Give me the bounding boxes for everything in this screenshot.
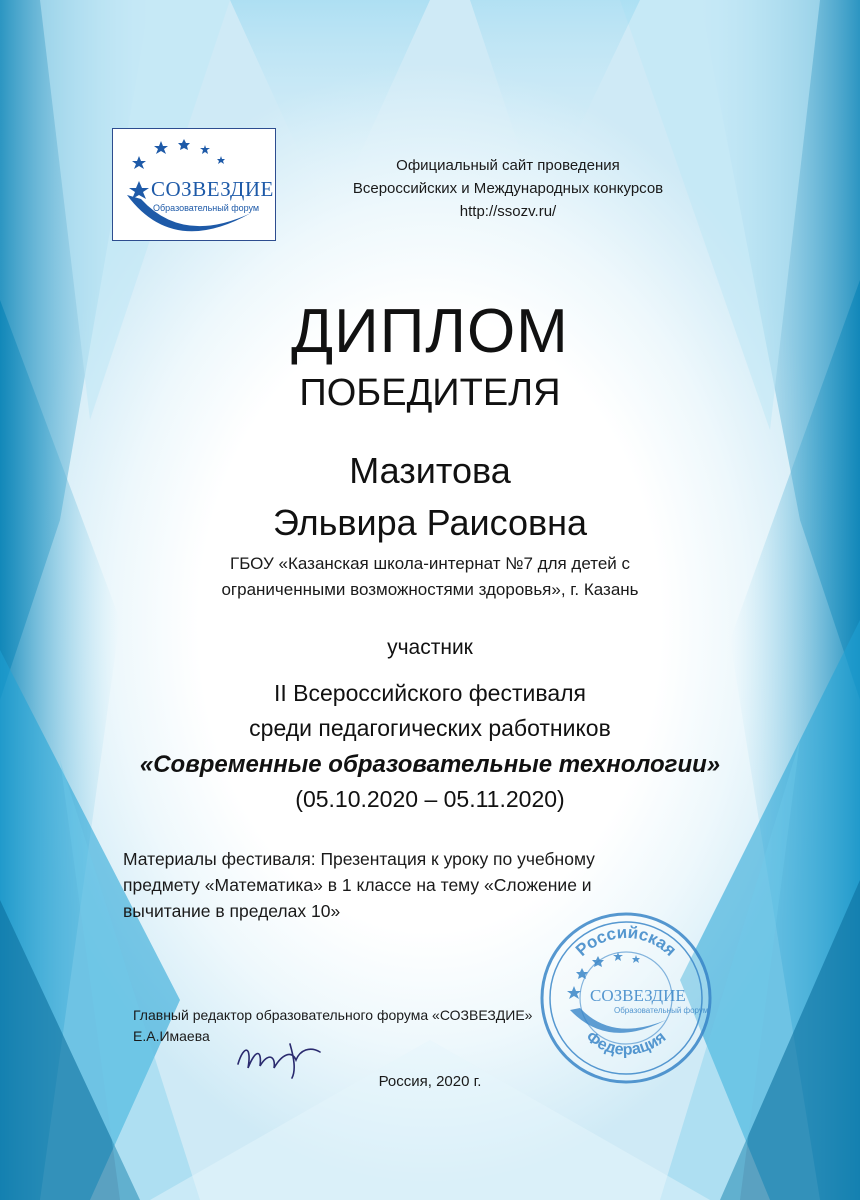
- stamp-subtitle: Образовательный форум: [614, 1006, 709, 1015]
- stamp-top-text: Российская: [571, 922, 681, 960]
- recipient-given-name: Эльвира Раисовна: [272, 502, 588, 543]
- diploma-subtitle: ПОБЕДИТЕЛЯ: [299, 372, 561, 414]
- editor-name: Е.А.Имаева: [133, 1028, 210, 1044]
- editor-title: Главный редактор образовательного форума «СОЗВЕЗДИЕ»: [133, 1007, 533, 1023]
- festival-name: «Современные образовательные технологии»: [139, 751, 721, 778]
- festival-line-2: среди педагогических работников: [249, 715, 611, 741]
- header-url: http://ssozv.ru/: [459, 203, 557, 220]
- header-line-1: Официальный сайт проведения: [396, 157, 620, 174]
- participant-role: участник: [387, 636, 473, 659]
- materials-line-1: Материалы фестиваля: Презентация к уроку по учебному: [123, 849, 595, 869]
- school-line-2: ограниченными возможностями здоровья», г. Казань: [221, 580, 639, 599]
- stamp-name: СОЗВЕЗДИЕ: [590, 986, 686, 1005]
- festival-dates: (05.10.2020 – 05.11.2020): [295, 786, 565, 812]
- materials-line-2: предмету «Математика» в 1 классе на тему «Сложение и: [123, 875, 592, 895]
- logo: [112, 128, 276, 241]
- school-line-1: ГБОУ «Казанская школа-интернат №7 для детей с: [229, 554, 630, 573]
- footer-location-year: Россия, 2020 г.: [378, 1073, 482, 1090]
- festival-line-1: II Всероссийского фестиваля: [274, 680, 586, 706]
- diploma-title: ДИПЛОМ: [291, 297, 569, 366]
- recipient-surname: Мазитова: [349, 450, 511, 491]
- logo-subtitle: Образовательный форум: [153, 203, 260, 213]
- materials-line-3: вычитание в пределах 10»: [123, 901, 341, 921]
- logo-name: СОЗВЕЗДИЕ: [151, 177, 274, 201]
- header-line-2: Всероссийских и Международных конкурсов: [352, 180, 664, 197]
- stamp-bottom-text: Федерация: [582, 1028, 670, 1059]
